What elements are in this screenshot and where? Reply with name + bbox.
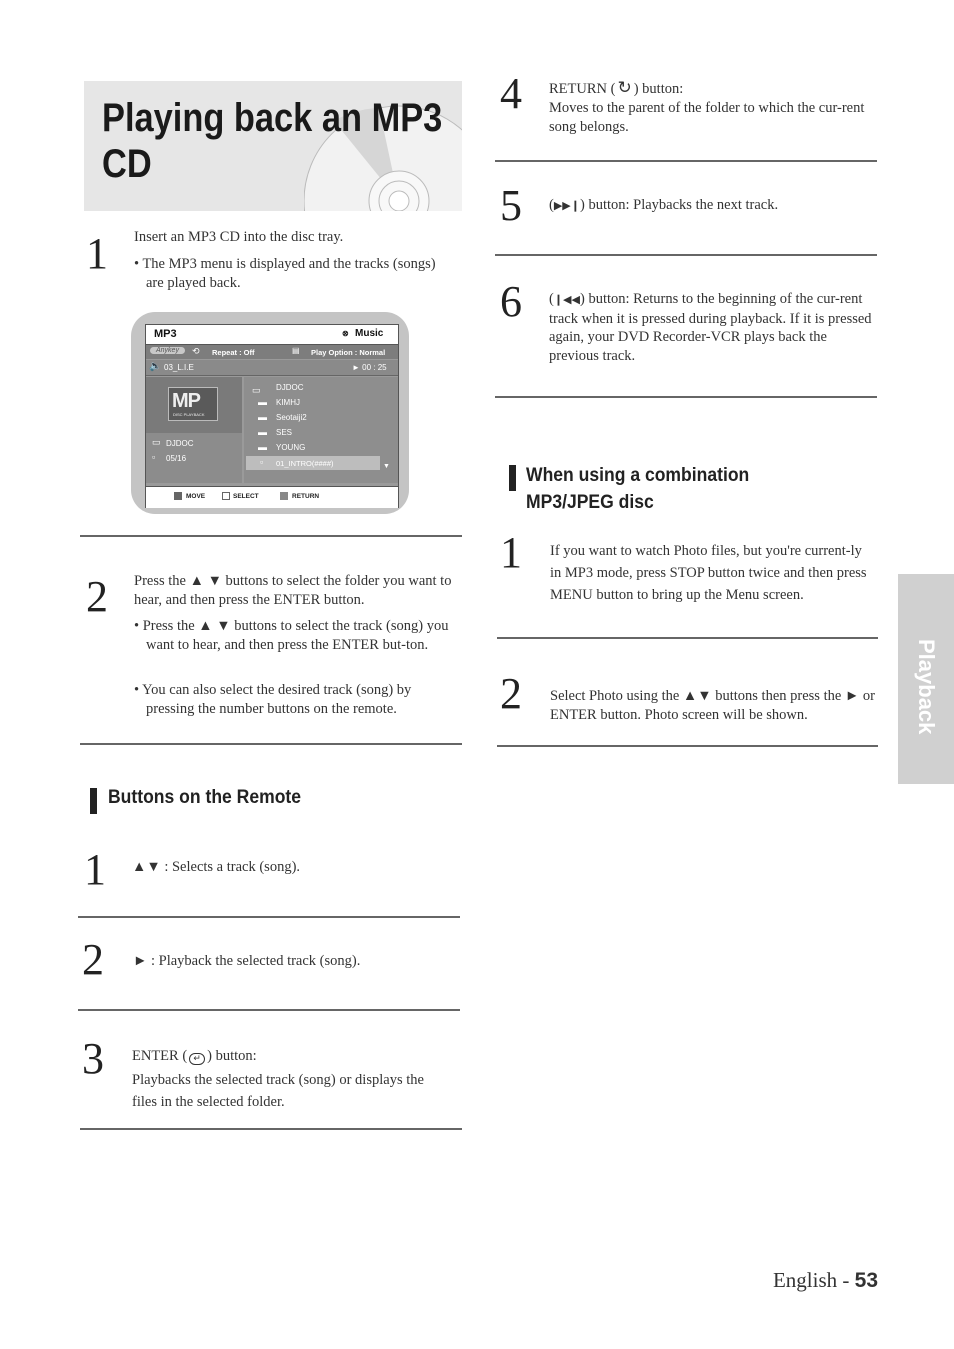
step-bullet: • The MP3 menu is displayed and the tracks (songs) are played back. xyxy=(134,256,436,291)
page-number: 53 xyxy=(854,1269,878,1292)
step-text: ENTER ( ↵ ) button: xyxy=(132,1048,257,1064)
step-number: 6 xyxy=(500,277,522,326)
mp3-logo-panel xyxy=(146,377,242,433)
list-item[interactable]: DJDOC xyxy=(276,383,304,392)
previous-track-icon: ❙◀◀ xyxy=(553,294,580,306)
heading-bar xyxy=(90,788,97,814)
repeat-status: Repeat : Off xyxy=(212,348,255,357)
file-icon: ▫ xyxy=(152,452,156,462)
folder-icon: ▬ xyxy=(258,427,267,437)
divider xyxy=(80,1128,462,1130)
step-text: (▶▶❙) button: Playbacks the next track. xyxy=(549,197,779,213)
list-item-selected[interactable]: 01_INTRO(####) xyxy=(276,459,334,468)
heading-bar xyxy=(509,465,516,491)
divider xyxy=(78,1009,460,1011)
step-number: 1 xyxy=(500,528,522,577)
step-text: Playbacks the selected track (song) or displays the files in the selected folder. xyxy=(132,1072,424,1110)
title-banner xyxy=(84,81,462,211)
section-tab xyxy=(898,574,954,784)
return-icon: ↻ xyxy=(617,78,632,97)
step-number: 1 xyxy=(86,229,108,278)
divider xyxy=(497,745,878,747)
divider xyxy=(495,396,877,398)
parent-folder-icon: ▭ xyxy=(252,385,261,395)
step-text: Select Photo using the ▲▼ buttons then press the ► or ENTER button. Photo screen will be shown. xyxy=(550,688,875,723)
list-item[interactable]: KIMHJ xyxy=(276,398,300,407)
screen-music: Music xyxy=(355,328,384,339)
play-option-icon: ▤ xyxy=(292,346,300,355)
step-number: 2 xyxy=(82,935,104,984)
return-key-icon xyxy=(280,492,288,500)
folder-info-panel xyxy=(146,433,242,483)
page-footer xyxy=(773,1268,878,1293)
track-count: 05/16 xyxy=(166,454,187,463)
combo-heading: When using a combination MP3/JPEG disc xyxy=(526,464,750,513)
screen-track-bar xyxy=(146,360,398,376)
step-text: RETURN ( ↻ ) button: xyxy=(549,78,684,97)
select-key-icon xyxy=(222,492,230,500)
divider xyxy=(80,535,462,537)
list-item[interactable]: Seotaiji2 xyxy=(276,413,307,422)
list-item[interactable]: SES xyxy=(276,428,293,437)
screen-mode: MP3 xyxy=(154,328,177,340)
current-folder: DJDOC xyxy=(166,439,194,448)
mp3-menu-screen xyxy=(145,324,399,508)
file-list-panel xyxy=(244,377,398,483)
anykey-badge: Anykey xyxy=(150,347,185,354)
step-number: 2 xyxy=(86,572,108,621)
current-track: 03_L.I.E xyxy=(164,363,194,372)
step-text: ► : Playback the selected track (song). xyxy=(133,953,361,969)
folder-icon: ▬ xyxy=(258,397,267,407)
step-bullet: • You can also select the desired track (song) by pressing the number buttons on the remote. xyxy=(134,682,412,717)
up-down-arrows-icon: ▲ ▼ xyxy=(189,573,222,589)
step-text: Moves to the parent of the folder to which the cur-rent song belongs. xyxy=(549,100,865,135)
mp3-logo-icon: MP DISC PLAYBACK xyxy=(168,387,218,421)
footer-language: English - xyxy=(772,1268,855,1292)
step-text: (❙◀◀) button: Returns to the beginning of the cur-rent track when it is pressed during playback. If it is pressed again, your DVD Recorder-VCR plays back the previous track. xyxy=(549,291,872,364)
remote-heading: Buttons on the Remote xyxy=(108,786,302,808)
disc-icon: ⊗ xyxy=(342,329,349,338)
step-number: 2 xyxy=(500,669,522,718)
step-text: Insert an MP3 CD into the disc tray. xyxy=(134,229,344,245)
repeat-icon: ⟲ xyxy=(192,346,200,356)
folder-icon: ▬ xyxy=(258,442,267,452)
step-number: 4 xyxy=(500,69,522,118)
section-tab-label: Playback xyxy=(914,639,939,735)
divider xyxy=(495,160,877,162)
enter-icon: ↵ xyxy=(189,1053,205,1065)
divider xyxy=(497,637,878,639)
screen-footer xyxy=(146,486,398,508)
next-track-icon: ▶▶❙ xyxy=(553,200,580,212)
step-text: If you want to watch Photo files, but you're current-ly in MP3 mode, press STOP button twice and then press MENU button to bring up the Menu screen. xyxy=(550,543,867,603)
screen-header xyxy=(146,325,398,345)
step-text: ▲▼ : Selects a track (song). xyxy=(132,859,301,875)
step-bullet: • Press the ▲ ▼ buttons to select the track (song) you want to hear, and then press the ENTER but-ton. xyxy=(134,618,449,653)
divider xyxy=(495,254,877,256)
move-key-icon xyxy=(174,492,182,500)
step-text: Press the ▲ ▼ buttons to select the folder you want to hear, and then press the ENTER button. xyxy=(134,573,452,608)
up-down-arrows-icon: ▲ ▼ xyxy=(198,618,231,634)
move-label: MOVE xyxy=(186,493,206,500)
step-number: 5 xyxy=(500,181,522,230)
folder-icon: ▬ xyxy=(258,412,267,422)
divider xyxy=(80,743,462,745)
page-title: Playing back an MP3 CD xyxy=(102,96,443,186)
speaker-icon: 🔈 xyxy=(149,361,162,372)
list-item[interactable]: YOUNG xyxy=(276,443,306,452)
track-time: ► 00 : 25 xyxy=(352,363,387,372)
divider xyxy=(78,916,460,918)
folder-icon: ▭ xyxy=(152,437,161,447)
step-number: 1 xyxy=(84,845,106,894)
return-label: RETURN xyxy=(292,493,320,500)
scroll-down-icon[interactable]: ▼ xyxy=(383,463,390,470)
step-number: 3 xyxy=(82,1034,104,1083)
select-label: SELECT xyxy=(233,493,259,500)
file-icon: ▫ xyxy=(260,457,264,467)
play-option-status: Play Option : Normal xyxy=(311,348,386,357)
screen-options-bar xyxy=(146,345,398,359)
